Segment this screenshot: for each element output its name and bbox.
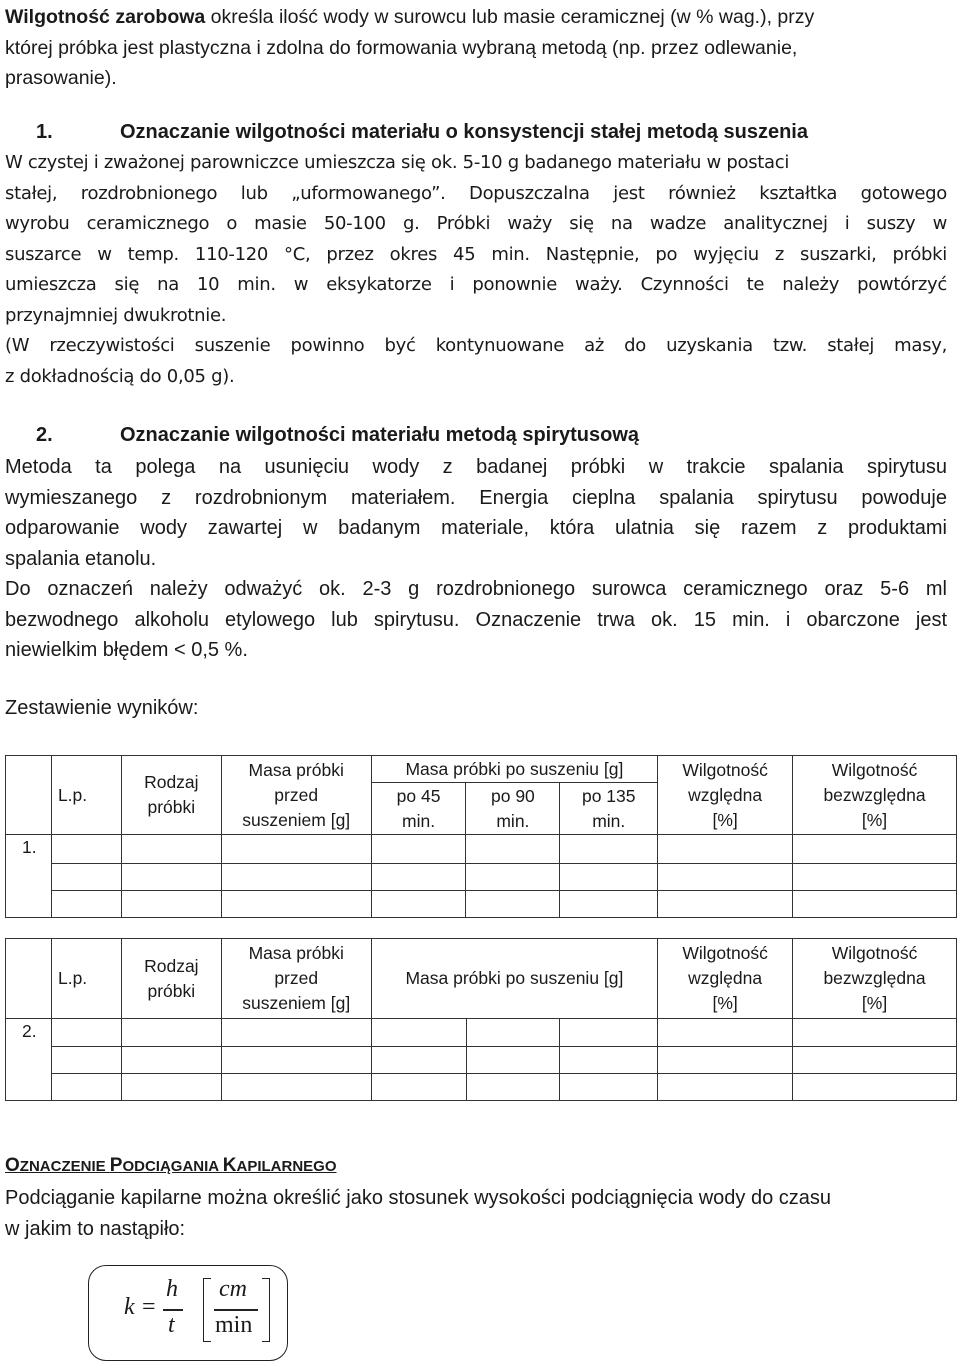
table-cell[interactable] (658, 1019, 793, 1047)
table-cell[interactable] (658, 1047, 793, 1074)
table-cell[interactable] (793, 1047, 957, 1074)
table-cell[interactable] (221, 1019, 371, 1047)
table2-row-number-cell (6, 939, 52, 1019)
formula-equals: = (142, 1294, 156, 1320)
intro-line: prasowanie). (5, 67, 117, 89)
table-cell[interactable] (121, 1074, 221, 1101)
capillary-line: Podciąganie kapilarne można określić jako stosunek wysokości podciągnięcia wody do czasu (5, 1187, 832, 1209)
table2-mass-before-cell: Masa próbki przed suszeniem [g] (221, 939, 371, 1019)
table-cell[interactable] (371, 891, 466, 918)
section1-line: stałej, rozdrobnionego lub „uformowanego”. Dopuszczalna jest również kształtka gotowego (5, 182, 947, 204)
table-cell[interactable] (121, 1019, 221, 1047)
table1-type-cell: Rodzaj próbki (121, 756, 221, 835)
section2-line: niewielkim błędem < 0,5 %. (5, 639, 248, 661)
section2-line: Do oznaczeń należy odważyć ok. 2-3 g rozdrobnionego surowca ceramicznego oraz 5-6 ml (5, 578, 947, 600)
table-cell[interactable] (221, 1047, 371, 1074)
table1-after-135-cell: po 135 min. (560, 783, 658, 835)
table2-relative-cell: Wilgotność względna [%] (658, 939, 793, 1019)
results-table-1 (5, 755, 957, 918)
capillary-title: OZNACZENIE PODCIĄGANIA KAPILARNEGO (5, 1155, 337, 1176)
table-cell[interactable] (560, 891, 658, 918)
section1-line: (W rzeczywistości suszenie powinno być kontynuowane aż do uzyskania tzw. stałej masy, (5, 335, 947, 356)
table-cell[interactable] (560, 1019, 658, 1047)
table1-after-45-cell: po 45 min. (371, 783, 466, 835)
section2-line: wymieszanego z rozdrobnionym materiałem. Energia cieplna spalania spirytusu powoduje (5, 486, 947, 509)
table-cell[interactable] (466, 1047, 560, 1074)
table2-row-number: 2. (6, 1019, 52, 1101)
table-cell[interactable] (371, 835, 466, 864)
table2-mass-after-header: Masa próbki po suszeniu [g] (371, 939, 658, 1019)
table-cell[interactable] (221, 1074, 371, 1101)
table-cell[interactable] (658, 864, 793, 891)
table-cell[interactable] (121, 891, 221, 918)
table1-absolute-cell: Wilgotność bezwzględna [%] (793, 756, 957, 835)
formula-unit-numerator: cm (219, 1276, 247, 1302)
table-cell[interactable] (371, 1019, 466, 1047)
table1-lp-cell (51, 756, 121, 835)
table-cell[interactable] (121, 835, 221, 864)
results-heading: Zestawienie wyników: (5, 697, 199, 719)
section1-title: Oznaczanie wilgotności materiału o konsystencji stałej metodą suszenia (120, 121, 808, 143)
section2-line: spalania etanolu. (5, 547, 157, 570)
table-cell[interactable] (466, 1074, 560, 1101)
intro-bold-term: Wilgotność zarobowa (5, 6, 206, 28)
capillary-body (5, 1183, 945, 1244)
table-cell[interactable] (466, 864, 560, 891)
table1-mass-after-header: Masa próbki po suszeniu [g] (371, 756, 658, 783)
table-cell[interactable] (371, 864, 466, 891)
section1-body (5, 148, 947, 392)
table-cell[interactable] (121, 1047, 221, 1074)
table-cell[interactable] (658, 1074, 793, 1101)
formula-unit-bar (214, 1309, 258, 1311)
table-cell[interactable] (121, 864, 221, 891)
table-cell[interactable] (793, 1074, 957, 1101)
section1-line: W czystej i zważonej parowniczce umieszcza się ok. 5-10 g badanego materiału w postaci (5, 152, 790, 173)
section1-line: suszarce w temp. 110-120 °C, przez okres 45 min. Następnie, po wyjęciu z suszarki, próbki (5, 243, 947, 265)
formula-denominator: t (168, 1312, 175, 1338)
table-cell[interactable] (466, 1019, 560, 1047)
section2-body (5, 452, 947, 666)
table-cell[interactable] (371, 1074, 466, 1101)
section2-number: 2. (36, 424, 53, 446)
table-cell[interactable] (371, 1047, 466, 1074)
table-cell[interactable] (560, 864, 658, 891)
section1-line: z dokładnością do 0,05 g). (5, 365, 235, 387)
table1-mass-before-cell: Masa próbki przed suszeniem [g] (221, 756, 371, 835)
table1-relative-cell: Wilgotność względna [%] (658, 756, 793, 835)
table-cell[interactable] (658, 835, 793, 864)
intro-line: określa ilość wody w surowcu lub masie ceramicznej (w % wag.), przy (205, 6, 815, 28)
table2-absolute-cell: Wilgotność bezwzględna [%] (793, 939, 957, 1019)
table-cell[interactable] (560, 1047, 658, 1074)
formula-lhs: k (124, 1294, 135, 1320)
results-table-2 (5, 938, 957, 1101)
table2-type-cell: Rodzaj próbki (121, 939, 221, 1019)
section1-number: 1. (36, 121, 53, 143)
table-cell[interactable] (221, 891, 371, 918)
intro-line: której próbka jest plastyczna i zdolna do formowania wybraną metodą (np. przez odlewanie, (5, 36, 798, 59)
table-cell[interactable] (51, 1019, 121, 1047)
table2-lp-cell (51, 939, 121, 1019)
section2-title: Oznaczanie wilgotności materiału metodą spirytusową (120, 424, 640, 446)
capillary-line: w jakim to nastąpiło: (5, 1217, 186, 1240)
table-cell[interactable] (221, 864, 371, 891)
table-cell[interactable] (51, 864, 121, 891)
table2-lp-label: L.p. (57, 968, 88, 988)
table1-row-number-cell (6, 756, 52, 835)
section1-line: wyrobu ceramicznego o masie 50-100 g. Próbki waży się na wadze analitycznej i suszy w (5, 213, 947, 234)
table-cell[interactable] (221, 835, 371, 864)
table-cell[interactable] (793, 1019, 957, 1047)
intro-paragraph (5, 2, 945, 94)
table-cell[interactable] (793, 835, 957, 864)
table1-after-90-cell: po 90 min. (466, 783, 560, 835)
table-cell[interactable] (51, 1047, 121, 1074)
formula-fraction-bar (163, 1309, 183, 1311)
section1-line: przynajmniej dwukrotnie. (5, 304, 227, 326)
section2-line: Metoda ta polega na usunięciu wody z badanej próbki w trakcie spalania spirytusu (5, 456, 947, 478)
table-cell[interactable] (658, 891, 793, 918)
formula-left-bracket (203, 1278, 211, 1342)
formula-numerator: h (166, 1276, 178, 1302)
table1-lp-label: L.p. (57, 784, 88, 805)
table1-row-number: 1. (6, 835, 52, 918)
section2-line: odparowanie wody zawartej w badanym materiale, która ulatnia się razem z produktami (5, 517, 947, 539)
table-cell[interactable] (793, 891, 957, 918)
section2-line: bezwodnego alkoholu etylowego lub spirytusu. Oznaczenie trwa ok. 15 min. i obarczone jest (5, 608, 947, 631)
table-cell[interactable] (466, 835, 560, 864)
formula-box (88, 1265, 288, 1361)
table-cell[interactable] (560, 835, 658, 864)
table-cell[interactable] (793, 864, 957, 891)
table-cell[interactable] (51, 835, 121, 864)
table-cell[interactable] (466, 891, 560, 918)
formula-right-bracket (262, 1278, 270, 1342)
table-cell[interactable] (51, 1074, 121, 1101)
formula-unit-denominator: min (215, 1312, 253, 1338)
table-cell[interactable] (51, 891, 121, 918)
section1-line: umieszcza się na 10 min. w eksykatorze i ponownie waży. Czynności te należy powtórzyć (5, 274, 947, 295)
table-cell[interactable] (560, 1074, 658, 1101)
